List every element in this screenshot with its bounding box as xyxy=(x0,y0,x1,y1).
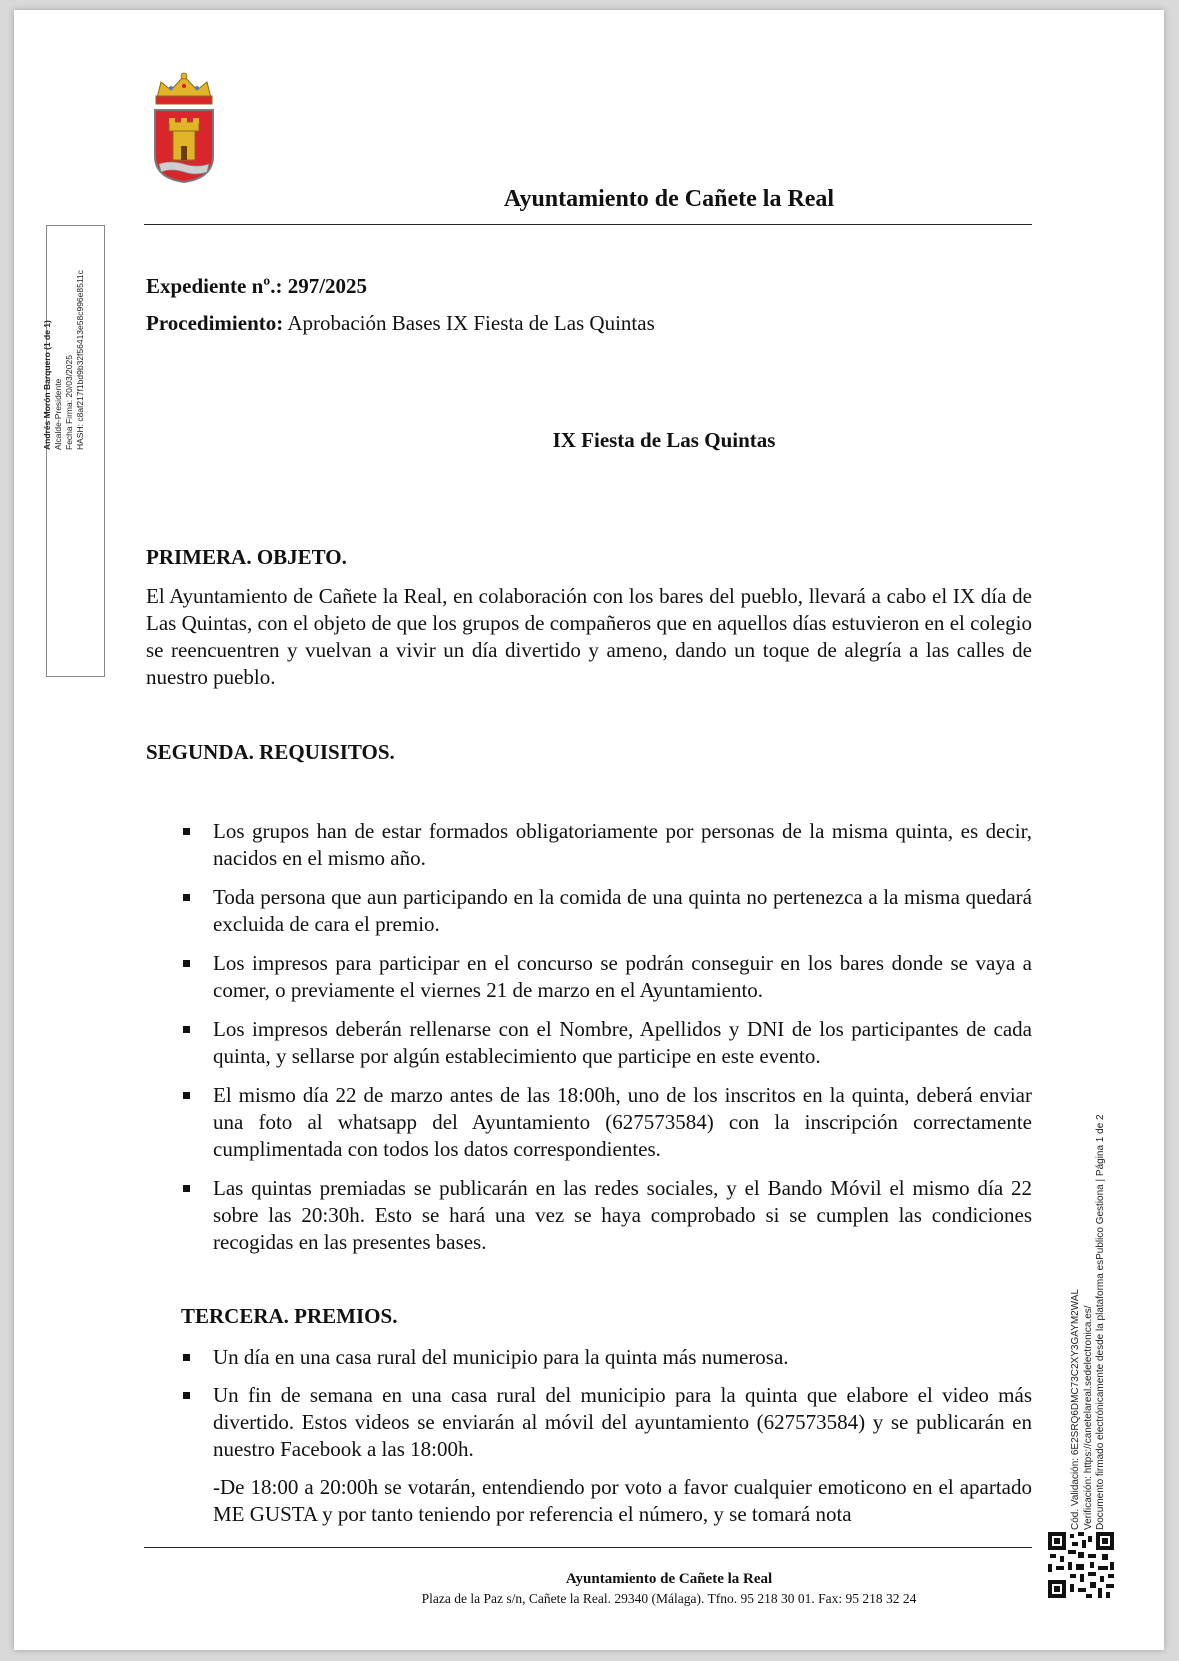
document-page xyxy=(14,10,1164,1650)
expediente-label: Expediente nº.: xyxy=(146,274,283,298)
signer-name: Andrés Morón Barquero (1 de 1) xyxy=(42,320,52,450)
coat-of-arms-logo xyxy=(147,68,221,186)
qr-code-icon xyxy=(1048,1532,1114,1598)
list-item: Los impresos para participar en el concurso se podrán conseguir en los bares donde se vaya a comer, o previamente el viernes 21 de marzo en el Ayuntamiento. xyxy=(180,950,1032,1004)
signer-role: Alcalde-Presidente xyxy=(53,378,63,450)
procedimiento-label: Procedimiento: xyxy=(146,311,284,335)
signature-date: Fecha Firma: 20/03/2025 xyxy=(64,355,74,450)
section-text-primera: El Ayuntamiento de Cañete la Real, en colaboración con los bares del pueblo, llevará a cabo el IX día de Las Quintas, con el objeto de que los grupos de compañeros que en aquellos días estuvieron en el colegio se reencuentren y vuelvan a vivir un día divertido y ameno, dando un toque de alegría a las calles de nuestro pueblo. xyxy=(146,584,1032,689)
document-title: IX Fiesta de Las Quintas xyxy=(552,428,776,452)
section-heading-tercera: TERCERA. PREMIOS. xyxy=(181,1304,398,1328)
section-heading-segunda: SEGUNDA. REQUISITOS. xyxy=(146,740,395,764)
section-heading-primera: PRIMERA. OBJETO. xyxy=(146,545,347,569)
expediente-value: 297/2025 xyxy=(287,274,368,298)
footer-address: Plaza de la Paz s/n, Cañete la Real. 29340 (Málaga). Tfno. 95 218 30 01. Fax: 95 218 32 24 xyxy=(421,1591,917,1606)
list-item: Las quintas premiadas se publicarán en las redes sociales, y el Bando Móvil el mismo día 22 sobre las 20:30h. Esto se hará una vez se haya comprobado si se cumplen las condiciones recogidas en las presentes bases. xyxy=(180,1175,1032,1256)
procedimiento-value: Aprobación Bases IX Fiesta de Las Quintas xyxy=(287,311,655,335)
verification-stamp xyxy=(1070,1030,1108,1530)
footer-divider xyxy=(144,1547,1032,1548)
requisitos-list xyxy=(180,818,1032,1268)
premios-extra-text: -De 18:00 a 20:00h se votarán, entendiendo por voto a favor cualquier emoticono en el apartado ME GUSTA y por tanto teniendo por referencia el número, y se tomará nota xyxy=(213,1475,1032,1526)
list-item: Toda persona que aun participando en la comida de una quinta no pertenezca a la misma quedará excluida de cara el premio. xyxy=(180,884,1032,938)
expediente-line xyxy=(146,274,367,299)
header-divider xyxy=(144,224,1032,225)
list-item: Un día en una casa rural del municipio para la quinta más numerosa. xyxy=(180,1344,1032,1371)
procedimiento-line xyxy=(146,311,655,336)
signature-stamp xyxy=(42,30,86,450)
list-item: Los grupos han de estar formados obligatoriamente por personas de la misma quinta, es decir, nacidos en el mismo año. xyxy=(180,818,1032,872)
verification-platform: Documento firmado electrónicamente desde la plataforma esPublico Gestiona | Página 1 de 2 xyxy=(1095,1114,1106,1530)
list-item: El mismo día 22 de marzo antes de las 18:00h, uno de los inscritos en la quinta, deberá enviar una foto al whatsapp del Ayuntamiento (627573584) con la inscripción correctamente cumplimentada con todos los datos correspondientes. xyxy=(180,1082,1032,1163)
header-title: Ayuntamiento de Cañete la Real xyxy=(503,186,835,212)
footer-name: Ayuntamiento de Cañete la Real xyxy=(565,1571,773,1587)
verification-code: Cód. Validación: 6E2SRQ6DMC73C2XY3GAYM2WAL xyxy=(1070,1288,1081,1530)
premios-list xyxy=(180,1344,1032,1474)
list-item: Un fin de semana en una casa rural del municipio para la quinta que elabore el video más divertido. Estos videos se enviarán al móvil del ayuntamiento (627573584) y se publicarán en nuestro Facebook a las 18:00h. xyxy=(180,1382,1032,1463)
verification-url: Verificación: https://canetelareal.sedelectronica.es/ xyxy=(1082,1305,1094,1530)
signature-hash: HASH: c8af217f1bd9b32f56413e58c996e8511c xyxy=(75,270,85,450)
list-item: Los impresos deberán rellenarse con el Nombre, Apellidos y DNI de los participantes de cada quinta, y sellarse por algún establecimiento que participe en este evento. xyxy=(180,1016,1032,1070)
